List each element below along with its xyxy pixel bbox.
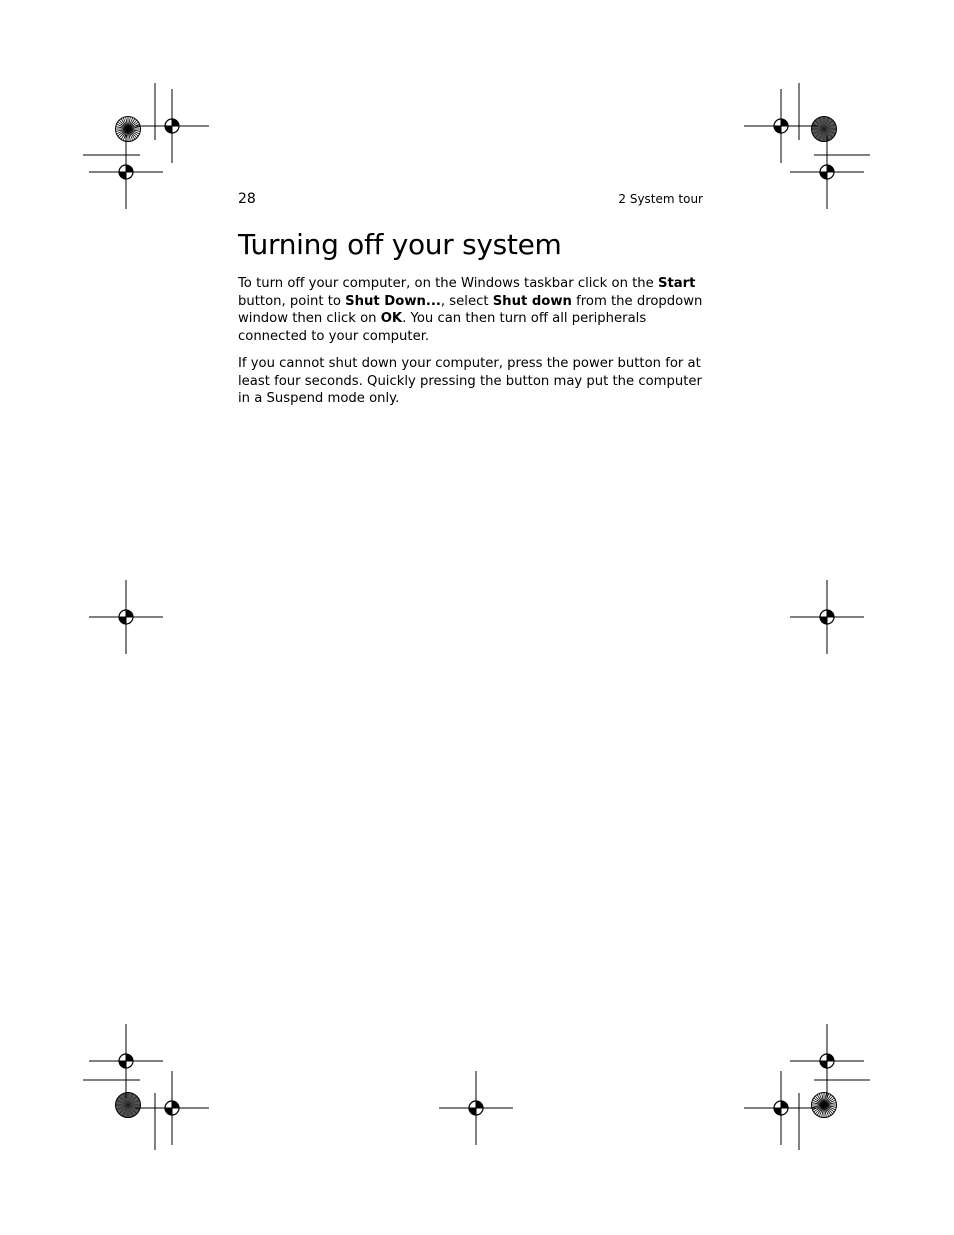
registration-mark <box>744 89 818 163</box>
body-text <box>238 275 708 418</box>
bold-term-ok: OK <box>380 311 403 326</box>
registration-mark <box>89 135 163 209</box>
registration-mark <box>744 1071 818 1145</box>
starburst-mark-bottom-left <box>116 1093 141 1118</box>
bold-term-shut-down-option: Shut down <box>492 293 572 309</box>
starburst-mark-top-right <box>812 117 837 142</box>
starburst-mark-bottom-right <box>812 1093 837 1118</box>
registration-mark <box>439 1071 513 1145</box>
registration-mark <box>790 135 864 209</box>
bold-term-start: Start <box>657 276 696 291</box>
registration-mark <box>790 1024 864 1098</box>
paragraph-shutdown-steps: To turn off your computer, on the Windows taskbar click on the Start button, point to Shut Down..., select Shut down from the dropdown window then click on OK. You can then turn off all peripherals connected to your computer. <box>238 276 703 344</box>
bold-term-shut-down-menu: Shut Down... <box>345 293 441 309</box>
registration-mark <box>790 580 864 654</box>
running-header: 2 System tour <box>618 192 703 206</box>
starburst-mark-top-left <box>116 117 141 142</box>
registration-mark <box>135 1071 209 1145</box>
page-number: 28 <box>238 191 256 207</box>
registration-mark <box>135 89 209 163</box>
paragraph-power-button: If you cannot shut down your computer, press the power button for at least four seconds. Quickly pressing the button may put the computer in a Suspend mode only. <box>238 356 702 406</box>
section-title: Turning off your system <box>238 228 562 261</box>
registration-mark <box>89 1024 163 1098</box>
registration-mark <box>89 580 163 654</box>
